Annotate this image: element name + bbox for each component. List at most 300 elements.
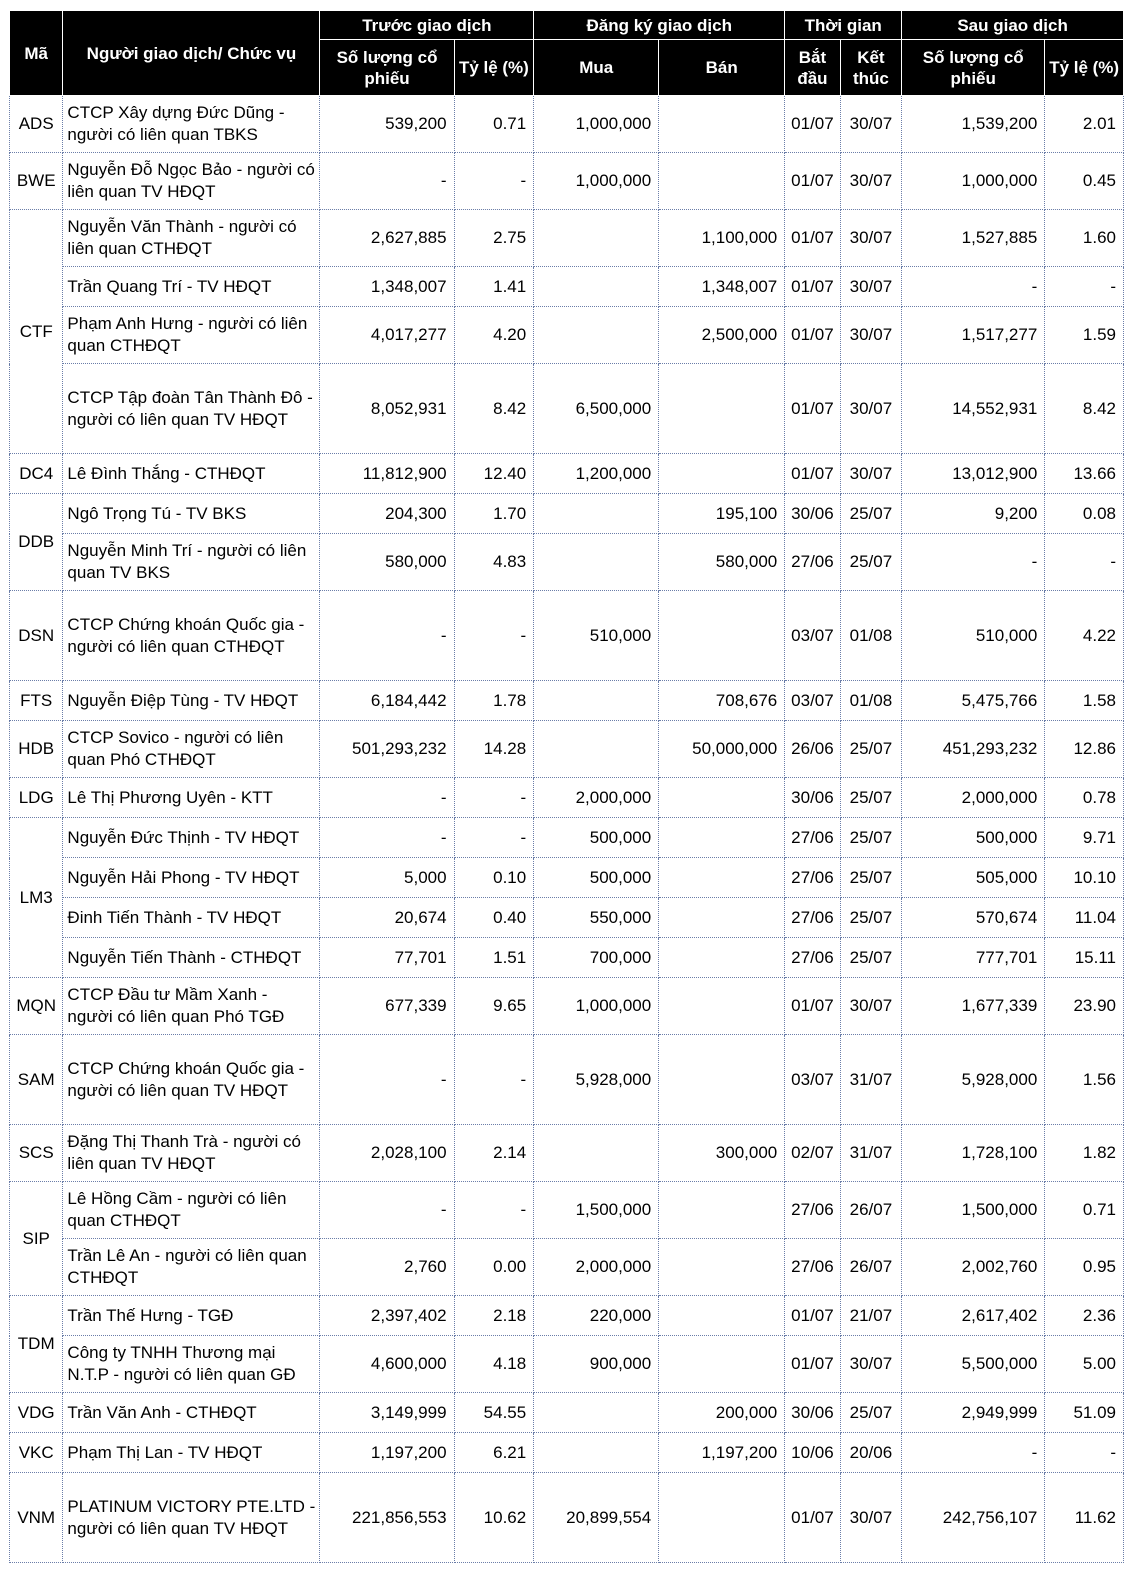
after-pct-cell: 0.71 (1045, 1182, 1124, 1239)
buy-cell: 2,000,000 (534, 778, 659, 818)
start-date-cell: 01/07 (785, 153, 840, 210)
start-date-cell: 01/07 (785, 978, 840, 1035)
end-date-cell: 25/07 (840, 938, 901, 978)
sell-cell (659, 898, 785, 938)
sell-cell (659, 978, 785, 1035)
end-date-cell: 25/07 (840, 818, 901, 858)
table-row (10, 938, 1124, 978)
header-after: Sau giao dịch (902, 11, 1124, 40)
table-row (10, 1433, 1124, 1473)
before-pct-cell: 1.70 (454, 494, 534, 534)
before-pct-cell: 14.28 (454, 721, 534, 778)
table-row (10, 721, 1124, 778)
sell-cell (659, 778, 785, 818)
name-cell: Nguyễn Văn Thành - người có liên quan CTHĐQT (63, 210, 320, 267)
sell-cell: 580,000 (659, 534, 785, 591)
before-pct-cell: 9.65 (454, 978, 534, 1035)
ticker-code-cell: SAM (10, 1035, 63, 1125)
ticker-code-cell: VDG (10, 1393, 63, 1433)
start-date-cell: 01/07 (785, 96, 840, 153)
ticker-code-cell: VKC (10, 1433, 63, 1473)
name-cell: CTCP Chứng khoán Quốc gia - người có liên quan TV HĐQT (63, 1035, 320, 1125)
buy-cell: 1,500,000 (534, 1182, 659, 1239)
after-qty-cell: - (902, 1433, 1045, 1473)
ticker-code-cell: HDB (10, 721, 63, 778)
start-date-cell: 30/06 (785, 1393, 840, 1433)
start-date-cell: 03/07 (785, 591, 840, 681)
after-pct-cell: 0.78 (1045, 778, 1124, 818)
name-cell: Lê Hồng Cầm - người có liên quan CTHĐQT (63, 1182, 320, 1239)
after-qty-cell: 1,500,000 (902, 1182, 1045, 1239)
table-row (10, 681, 1124, 721)
buy-cell: 20,899,554 (534, 1473, 659, 1563)
before-qty-cell: 539,200 (320, 96, 454, 153)
insider-transactions-table (9, 10, 1124, 1563)
before-pct-cell: 0.00 (454, 1239, 534, 1296)
sell-cell (659, 96, 785, 153)
ticker-code-cell: DSN (10, 591, 63, 681)
after-qty-cell: 242,756,107 (902, 1473, 1045, 1563)
buy-cell: 500,000 (534, 858, 659, 898)
before-pct-cell: 1.41 (454, 267, 534, 307)
table-row (10, 534, 1124, 591)
table-row (10, 1182, 1124, 1239)
after-pct-cell: - (1045, 1433, 1124, 1473)
name-cell: Đinh Tiến Thành - TV HĐQT (63, 898, 320, 938)
after-pct-cell: 4.22 (1045, 591, 1124, 681)
start-date-cell: 01/07 (785, 210, 840, 267)
name-cell: Công ty TNHH Thương mại N.T.P - người có liên quan GĐ (63, 1336, 320, 1393)
start-date-cell: 30/06 (785, 494, 840, 534)
name-cell: Ngô Trọng Tú - TV BKS (63, 494, 320, 534)
ticker-code-cell: SCS (10, 1125, 63, 1182)
end-date-cell: 20/06 (840, 1433, 901, 1473)
table-row (10, 858, 1124, 898)
before-qty-cell: 2,397,402 (320, 1296, 454, 1336)
before-qty-cell: 677,339 (320, 978, 454, 1035)
buy-cell: 6,500,000 (534, 364, 659, 454)
after-pct-cell: 1.56 (1045, 1035, 1124, 1125)
header-person: Người giao dịch/ Chức vụ (63, 11, 320, 96)
sell-cell (659, 1296, 785, 1336)
ticker-code-cell: LM3 (10, 818, 63, 978)
before-pct-cell: - (454, 778, 534, 818)
table-body (10, 96, 1124, 1563)
after-pct-cell: - (1045, 267, 1124, 307)
after-pct-cell: 5.00 (1045, 1336, 1124, 1393)
header-before-qty: Số lượng cổ phiếu (320, 40, 454, 96)
buy-cell (534, 721, 659, 778)
after-qty-cell: 570,674 (902, 898, 1045, 938)
header-before-pct: Tỷ lệ (%) (454, 40, 534, 96)
before-pct-cell: 0.71 (454, 96, 534, 153)
name-cell: CTCP Xây dựng Đức Dũng - người có liên quan TBKS (63, 96, 320, 153)
before-qty-cell: 2,760 (320, 1239, 454, 1296)
start-date-cell: 27/06 (785, 938, 840, 978)
end-date-cell: 25/07 (840, 494, 901, 534)
end-date-cell: 30/07 (840, 978, 901, 1035)
after-pct-cell: 13.66 (1045, 454, 1124, 494)
sell-cell: 708,676 (659, 681, 785, 721)
header-after-pct: Tỷ lệ (%) (1045, 40, 1124, 96)
name-cell: Nguyễn Đỗ Ngọc Bảo - người có liên quan TV HĐQT (63, 153, 320, 210)
name-cell: Lê Đình Thắng - CTHĐQT (63, 454, 320, 494)
ticker-code-cell: BWE (10, 153, 63, 210)
after-pct-cell: 0.45 (1045, 153, 1124, 210)
table-row (10, 1125, 1124, 1182)
after-pct-cell: 1.60 (1045, 210, 1124, 267)
name-cell: Nguyễn Minh Trí - người có liên quan TV BKS (63, 534, 320, 591)
after-pct-cell: 11.04 (1045, 898, 1124, 938)
end-date-cell: 30/07 (840, 96, 901, 153)
header-end: Kết thúc (840, 40, 901, 96)
ticker-code-cell: MQN (10, 978, 63, 1035)
name-cell: Nguyễn Điệp Tùng - TV HĐQT (63, 681, 320, 721)
buy-cell: 900,000 (534, 1336, 659, 1393)
sell-cell: 1,348,007 (659, 267, 785, 307)
start-date-cell: 27/06 (785, 898, 840, 938)
start-date-cell: 03/07 (785, 681, 840, 721)
table-row (10, 364, 1124, 454)
sell-cell: 2,500,000 (659, 307, 785, 364)
before-pct-cell: 2.18 (454, 1296, 534, 1336)
after-pct-cell: 1.58 (1045, 681, 1124, 721)
after-pct-cell: 15.11 (1045, 938, 1124, 978)
start-date-cell: 10/06 (785, 1433, 840, 1473)
after-qty-cell: 9,200 (902, 494, 1045, 534)
header-code: Mã (10, 11, 63, 96)
after-qty-cell: 451,293,232 (902, 721, 1045, 778)
sell-cell (659, 591, 785, 681)
start-date-cell: 01/07 (785, 1296, 840, 1336)
table-row (10, 1473, 1124, 1563)
before-pct-cell: 2.75 (454, 210, 534, 267)
after-qty-cell: 1,517,277 (902, 307, 1045, 364)
name-cell: Nguyễn Đức Thịnh - TV HĐQT (63, 818, 320, 858)
sell-cell (659, 1239, 785, 1296)
name-cell: CTCP Chứng khoán Quốc gia - người có liên quan CTHĐQT (63, 591, 320, 681)
table-row (10, 1393, 1124, 1433)
buy-cell: 1,000,000 (534, 978, 659, 1035)
end-date-cell: 30/07 (840, 1336, 901, 1393)
ticker-code-cell: LDG (10, 778, 63, 818)
after-pct-cell: 2.36 (1045, 1296, 1124, 1336)
before-pct-cell: - (454, 1035, 534, 1125)
name-cell: CTCP Sovico - người có liên quan Phó CTHĐQT (63, 721, 320, 778)
after-qty-cell: 14,552,931 (902, 364, 1045, 454)
buy-cell (534, 267, 659, 307)
after-qty-cell: 2,949,999 (902, 1393, 1045, 1433)
sell-cell (659, 1182, 785, 1239)
before-pct-cell: 2.14 (454, 1125, 534, 1182)
start-date-cell: 27/06 (785, 1182, 840, 1239)
before-pct-cell: 54.55 (454, 1393, 534, 1433)
after-qty-cell: 1,527,885 (902, 210, 1045, 267)
start-date-cell: 01/07 (785, 1473, 840, 1563)
name-cell: Nguyễn Tiến Thành - CTHĐQT (63, 938, 320, 978)
buy-cell: 220,000 (534, 1296, 659, 1336)
sell-cell: 1,100,000 (659, 210, 785, 267)
before-qty-cell: 8,052,931 (320, 364, 454, 454)
start-date-cell: 01/07 (785, 1336, 840, 1393)
after-pct-cell: 1.59 (1045, 307, 1124, 364)
before-qty-cell: - (320, 1035, 454, 1125)
before-qty-cell: 20,674 (320, 898, 454, 938)
before-qty-cell: 2,627,885 (320, 210, 454, 267)
ticker-code-cell: SIP (10, 1182, 63, 1296)
header-after-qty: Số lượng cổ phiếu (902, 40, 1045, 96)
before-pct-cell: - (454, 591, 534, 681)
buy-cell (534, 307, 659, 364)
table-row (10, 778, 1124, 818)
before-qty-cell: - (320, 778, 454, 818)
table-row (10, 96, 1124, 153)
after-qty-cell: - (902, 534, 1045, 591)
after-pct-cell: 23.90 (1045, 978, 1124, 1035)
end-date-cell: 30/07 (840, 210, 901, 267)
end-date-cell: 25/07 (840, 1393, 901, 1433)
before-qty-cell: 221,856,553 (320, 1473, 454, 1563)
start-date-cell: 01/07 (785, 267, 840, 307)
start-date-cell: 01/07 (785, 454, 840, 494)
after-pct-cell: 51.09 (1045, 1393, 1124, 1433)
name-cell: CTCP Đầu tư Mầm Xanh - người có liên quan Phó TGĐ (63, 978, 320, 1035)
ticker-code-cell: DDB (10, 494, 63, 591)
sell-cell: 200,000 (659, 1393, 785, 1433)
ticker-code-cell: TDM (10, 1296, 63, 1393)
table-row (10, 1239, 1124, 1296)
name-cell: Lê Thị Phương Uyên - KTT (63, 778, 320, 818)
before-pct-cell: 0.40 (454, 898, 534, 938)
after-qty-cell: 1,728,100 (902, 1125, 1045, 1182)
after-qty-cell: 5,928,000 (902, 1035, 1045, 1125)
after-qty-cell: 505,000 (902, 858, 1045, 898)
ticker-code-cell: VNM (10, 1473, 63, 1563)
before-qty-cell: 1,197,200 (320, 1433, 454, 1473)
after-qty-cell: 500,000 (902, 818, 1045, 858)
end-date-cell: 31/07 (840, 1125, 901, 1182)
after-pct-cell: 10.10 (1045, 858, 1124, 898)
buy-cell: 2,000,000 (534, 1239, 659, 1296)
table-row (10, 1296, 1124, 1336)
after-pct-cell: 8.42 (1045, 364, 1124, 454)
name-cell: Phạm Anh Hưng - người có liên quan CTHĐQT (63, 307, 320, 364)
after-qty-cell: 1,677,339 (902, 978, 1045, 1035)
after-qty-cell: 1,539,200 (902, 96, 1045, 153)
header-before: Trước giao dịch (320, 11, 534, 40)
before-qty-cell: 6,184,442 (320, 681, 454, 721)
buy-cell: 550,000 (534, 898, 659, 938)
before-pct-cell: - (454, 818, 534, 858)
end-date-cell: 25/07 (840, 534, 901, 591)
after-qty-cell: 2,002,760 (902, 1239, 1045, 1296)
before-pct-cell: 10.62 (454, 1473, 534, 1563)
ticker-code-cell: DC4 (10, 454, 63, 494)
before-qty-cell: 4,600,000 (320, 1336, 454, 1393)
after-qty-cell: 5,500,000 (902, 1336, 1045, 1393)
after-pct-cell: 0.95 (1045, 1239, 1124, 1296)
before-qty-cell: 5,000 (320, 858, 454, 898)
before-qty-cell: 11,812,900 (320, 454, 454, 494)
after-qty-cell: 2,000,000 (902, 778, 1045, 818)
end-date-cell: 01/08 (840, 681, 901, 721)
name-cell: Nguyễn Hải Phong - TV HĐQT (63, 858, 320, 898)
before-qty-cell: - (320, 818, 454, 858)
start-date-cell: 27/06 (785, 818, 840, 858)
end-date-cell: 30/07 (840, 364, 901, 454)
buy-cell (534, 1433, 659, 1473)
table-row (10, 1035, 1124, 1125)
before-qty-cell: - (320, 591, 454, 681)
before-qty-cell: - (320, 1182, 454, 1239)
buy-cell: 700,000 (534, 938, 659, 978)
before-qty-cell: 1,348,007 (320, 267, 454, 307)
name-cell: CTCP Tập đoàn Tân Thành Đô - người có liên quan TV HĐQT (63, 364, 320, 454)
after-qty-cell: 777,701 (902, 938, 1045, 978)
before-pct-cell: 4.20 (454, 307, 534, 364)
start-date-cell: 01/07 (785, 307, 840, 364)
sell-cell: 1,197,200 (659, 1433, 785, 1473)
buy-cell (534, 534, 659, 591)
sell-cell: 195,100 (659, 494, 785, 534)
buy-cell (534, 1393, 659, 1433)
start-date-cell: 30/06 (785, 778, 840, 818)
end-date-cell: 30/07 (840, 1473, 901, 1563)
before-qty-cell: 3,149,999 (320, 1393, 454, 1433)
ticker-code-cell: ADS (10, 96, 63, 153)
end-date-cell: 25/07 (840, 721, 901, 778)
name-cell: PLATINUM VICTORY PTE.LTD - người có liên quan TV HĐQT (63, 1473, 320, 1563)
after-qty-cell: 13,012,900 (902, 454, 1045, 494)
after-qty-cell: 1,000,000 (902, 153, 1045, 210)
end-date-cell: 26/07 (840, 1239, 901, 1296)
end-date-cell: 30/07 (840, 307, 901, 364)
table-row (10, 591, 1124, 681)
buy-cell (534, 1125, 659, 1182)
header-sell: Bán (659, 40, 785, 96)
header-start: Bắt đầu (785, 40, 840, 96)
sell-cell: 50,000,000 (659, 721, 785, 778)
before-pct-cell: - (454, 1182, 534, 1239)
table-row (10, 153, 1124, 210)
end-date-cell: 25/07 (840, 898, 901, 938)
start-date-cell: 27/06 (785, 1239, 840, 1296)
table-row (10, 307, 1124, 364)
table-row (10, 267, 1124, 307)
before-qty-cell: 77,701 (320, 938, 454, 978)
buy-cell: 1,200,000 (534, 454, 659, 494)
ticker-code-cell: FTS (10, 681, 63, 721)
sell-cell (659, 818, 785, 858)
sell-cell (659, 364, 785, 454)
before-qty-cell: 580,000 (320, 534, 454, 591)
name-cell: Phạm Thị Lan - TV HĐQT (63, 1433, 320, 1473)
sell-cell (659, 1473, 785, 1563)
end-date-cell: 25/07 (840, 858, 901, 898)
name-cell: Trần Lê An - người có liên quan CTHĐQT (63, 1239, 320, 1296)
buy-cell: 5,928,000 (534, 1035, 659, 1125)
start-date-cell: 26/06 (785, 721, 840, 778)
after-pct-cell: 2.01 (1045, 96, 1124, 153)
before-pct-cell: 4.83 (454, 534, 534, 591)
before-qty-cell: 4,017,277 (320, 307, 454, 364)
end-date-cell: 30/07 (840, 267, 901, 307)
buy-cell: 500,000 (534, 818, 659, 858)
before-pct-cell: 1.51 (454, 938, 534, 978)
after-qty-cell: - (902, 267, 1045, 307)
before-qty-cell: 501,293,232 (320, 721, 454, 778)
buy-cell (534, 210, 659, 267)
after-pct-cell: 1.82 (1045, 1125, 1124, 1182)
sell-cell (659, 858, 785, 898)
after-pct-cell: 11.62 (1045, 1473, 1124, 1563)
buy-cell (534, 681, 659, 721)
end-date-cell: 31/07 (840, 1035, 901, 1125)
after-pct-cell: - (1045, 534, 1124, 591)
header-time: Thời gian (785, 11, 902, 40)
name-cell: Trần Thế Hưng - TGĐ (63, 1296, 320, 1336)
buy-cell (534, 494, 659, 534)
end-date-cell: 01/08 (840, 591, 901, 681)
end-date-cell: 30/07 (840, 153, 901, 210)
table-row (10, 454, 1124, 494)
sell-cell: 300,000 (659, 1125, 785, 1182)
table-header (10, 11, 1124, 96)
name-cell: Đặng Thị Thanh Trà - người có liên quan TV HĐQT (63, 1125, 320, 1182)
table-row (10, 978, 1124, 1035)
end-date-cell: 30/07 (840, 454, 901, 494)
after-qty-cell: 5,475,766 (902, 681, 1045, 721)
after-pct-cell: 12.86 (1045, 721, 1124, 778)
end-date-cell: 26/07 (840, 1182, 901, 1239)
after-pct-cell: 0.08 (1045, 494, 1124, 534)
before-pct-cell: 0.10 (454, 858, 534, 898)
table-row (10, 898, 1124, 938)
table-row (10, 818, 1124, 858)
before-qty-cell: - (320, 153, 454, 210)
end-date-cell: 25/07 (840, 778, 901, 818)
sell-cell (659, 454, 785, 494)
before-pct-cell: 8.42 (454, 364, 534, 454)
table-row (10, 1336, 1124, 1393)
buy-cell: 510,000 (534, 591, 659, 681)
after-qty-cell: 2,617,402 (902, 1296, 1045, 1336)
header-buy: Mua (534, 40, 659, 96)
before-qty-cell: 204,300 (320, 494, 454, 534)
name-cell: Trần Văn Anh - CTHĐQT (63, 1393, 320, 1433)
start-date-cell: 02/07 (785, 1125, 840, 1182)
before-pct-cell: 12.40 (454, 454, 534, 494)
sell-cell (659, 938, 785, 978)
header-register: Đăng ký giao dịch (534, 11, 785, 40)
before-qty-cell: 2,028,100 (320, 1125, 454, 1182)
sell-cell (659, 1336, 785, 1393)
start-date-cell: 27/06 (785, 858, 840, 898)
name-cell: Trần Quang Trí - TV HĐQT (63, 267, 320, 307)
buy-cell: 1,000,000 (534, 153, 659, 210)
before-pct-cell: 4.18 (454, 1336, 534, 1393)
start-date-cell: 03/07 (785, 1035, 840, 1125)
before-pct-cell: 6.21 (454, 1433, 534, 1473)
end-date-cell: 21/07 (840, 1296, 901, 1336)
before-pct-cell: - (454, 153, 534, 210)
before-pct-cell: 1.78 (454, 681, 534, 721)
ticker-code-cell: CTF (10, 210, 63, 454)
start-date-cell: 27/06 (785, 534, 840, 591)
buy-cell: 1,000,000 (534, 96, 659, 153)
sell-cell (659, 153, 785, 210)
after-pct-cell: 9.71 (1045, 818, 1124, 858)
